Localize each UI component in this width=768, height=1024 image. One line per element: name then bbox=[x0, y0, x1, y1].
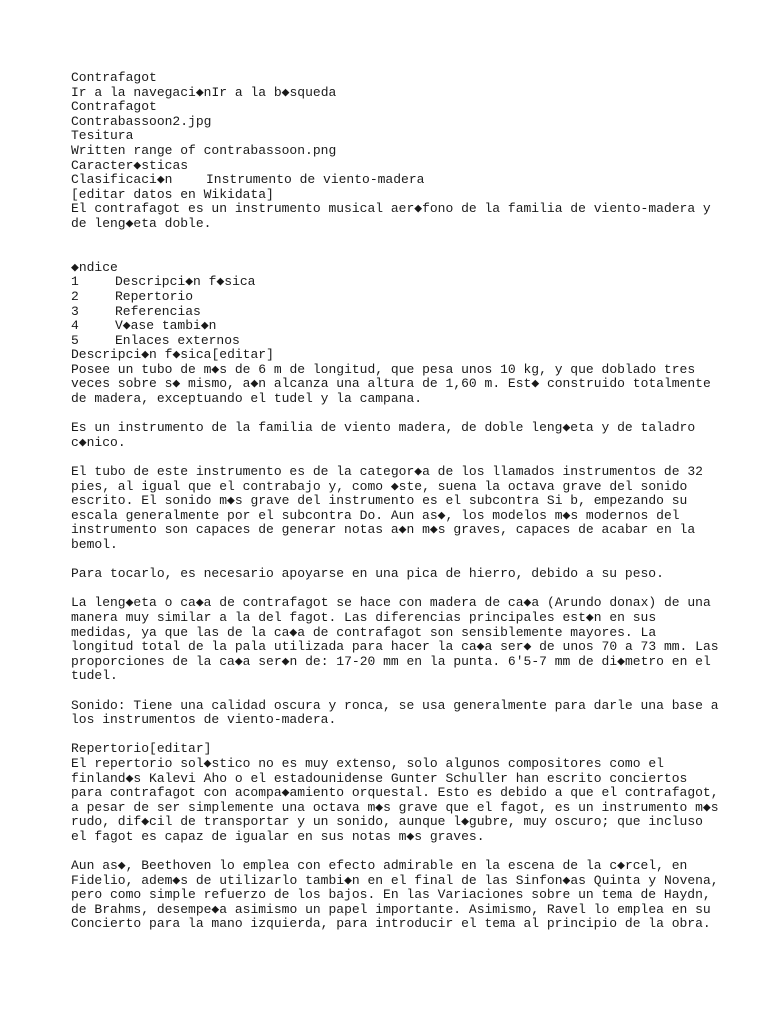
paragraph-line: medidas, ya que las de la ca◆a de contrafagot son sensiblemente mayores. La bbox=[71, 624, 657, 640]
intro-line-1: El contrafagot es un instrumento musical aer◆fono de la familia de viento-madera y bbox=[71, 201, 711, 217]
toc-item[interactable] bbox=[71, 290, 731, 305]
paragraph-line: proporciones de la ca◆a ser◆n de: 17-20 mm en la punta. 6'5-7 mm de di◆metro en el bbox=[71, 653, 711, 669]
paragraph-line: Sonido: Tiene una calidad oscura y ronca, se usa generalmente para darle una base a bbox=[71, 697, 719, 713]
classification-label: Clasificaci◆n bbox=[71, 172, 173, 188]
toc-item[interactable] bbox=[71, 275, 731, 290]
wikidata-edit-link[interactable]: [editar datos en Wikidata] bbox=[71, 186, 274, 202]
toc-item[interactable] bbox=[71, 334, 731, 349]
toc-item-number: 4 bbox=[71, 318, 79, 334]
toc-title: ◆ndice bbox=[71, 259, 118, 275]
paragraph-line: Posee un tubo de m◆s de 6 m de longitud, que pesa unos 10 kg, y que doblado tres bbox=[71, 361, 696, 377]
paragraph-line: tudel. bbox=[71, 668, 118, 684]
image-filename[interactable]: Contrabassoon2.jpg bbox=[71, 113, 212, 129]
paragraph-line: instrumento son capaces de generar notas a◆n m◆s graves, capaces de acabar en la bbox=[71, 522, 696, 538]
paragraph-line: veces sobre s◆ mismo, a◆n alcanza una altura de 1,60 m. Est◆ construido totalmente bbox=[71, 376, 711, 392]
toc-item-label[interactable]: Descripci◆n f◆sica bbox=[115, 274, 256, 290]
toc-item-label[interactable]: Repertorio bbox=[115, 288, 194, 304]
toc-item-number: 3 bbox=[71, 303, 79, 319]
toc-item[interactable] bbox=[71, 319, 731, 334]
paragraph-line: Es un instrumento de la familia de viento madera, de doble leng◆eta y de taladro bbox=[71, 420, 696, 436]
paragraph-line: Concierto para la mano izquierda, para introducir el tema al principio de la obra. bbox=[71, 916, 711, 932]
paragraph-line: a pesar de ser simplemente una octava m◆s grave que el fagot, es un instrumento m◆s bbox=[71, 799, 719, 815]
toc-item[interactable] bbox=[71, 305, 731, 320]
paragraph-line: Para tocarlo, es necesario apoyarse en una pica de hierro, debido a su peso. bbox=[71, 566, 664, 582]
classification-value[interactable]: Instrumento de viento-madera bbox=[206, 172, 425, 188]
range-image-filename[interactable]: Written range of contrabassoon.png bbox=[71, 142, 337, 158]
section-heading-descripcion[interactable]: Descripci◆n f◆sica[editar] bbox=[71, 347, 274, 363]
paragraph-line: de Brahms, desempe◆a asimismo un papel importante. Asimismo, Ravel lo emplea en su bbox=[71, 901, 711, 917]
paragraph-line: de madera, exceptuando el tudel y la campana. bbox=[71, 391, 423, 407]
paragraph-line: bemol. bbox=[71, 537, 118, 552]
paragraph-line: para contrafagot con acompa◆amiento orquestal. Esto es debido a que el contrafagot, bbox=[71, 785, 719, 801]
paragraph-line: Aun as◆, Beethoven lo emplea con efecto admirable en la escena de la c◆rcel, en bbox=[71, 858, 688, 874]
skip-links[interactable]: Ir a la navegaci◆nIr a la b◆squeda bbox=[71, 84, 337, 100]
toc-item-label[interactable]: Referencias bbox=[115, 303, 201, 319]
paragraph-line: escrito. El sonido m◆s grave del instrumento es el subcontra Si b, empezando su bbox=[71, 493, 688, 509]
paragraph-line: longitud total de la pala utilizada para hacer la ca◆a ser◆ de unos 70 a 73 mm. Las bbox=[71, 639, 719, 655]
paragraph-line: el fagot es capaz de igualar en sus notas m◆s graves. bbox=[71, 828, 485, 844]
paragraph-line: c◆nico. bbox=[71, 434, 126, 450]
paragraph-line: los instrumentos de viento-madera. bbox=[71, 712, 337, 728]
toc-item-label[interactable]: V◆ase tambi◆n bbox=[115, 318, 217, 334]
infobox-title: Contrafagot bbox=[71, 99, 157, 115]
toc-item-label[interactable]: Enlaces externos bbox=[115, 332, 240, 348]
intro-line-2: de leng◆eta doble. bbox=[71, 215, 212, 231]
paragraph-line: pero como simple refuerzo de los bajos. En las Variaciones sobre un tema de Haydn, bbox=[71, 887, 711, 903]
toc-item-number: 1 bbox=[71, 274, 79, 290]
classification-row bbox=[71, 173, 731, 188]
paragraph-line: manera muy similar a la del fagot. Las diferencias principales est◆n en sus bbox=[71, 609, 657, 625]
section-heading-repertorio[interactable]: Repertorio[editar] bbox=[71, 741, 212, 757]
toc-item-number: 5 bbox=[71, 332, 79, 348]
paragraph-line: El repertorio sol◆stico no es muy extenso, solo algunos compositores como el bbox=[71, 755, 664, 771]
paragraph-line: Fidelio, adem◆s de utilizarlo tambi◆n en el final de las Sinfon◆as Quinta y Novena, bbox=[71, 872, 719, 888]
paragraph-line: escala generalmente por el subcontra Do. Aun as◆, los modelos m◆s modernos del bbox=[71, 507, 680, 523]
toc-item-number: 2 bbox=[71, 288, 79, 304]
tesitura-label: Tesitura bbox=[71, 128, 134, 144]
paragraph-line: La leng◆eta o ca◆a de contrafagot se hace con madera de ca◆a (Arundo donax) de una bbox=[71, 595, 711, 611]
characteristics-label: Caracter◆sticas bbox=[71, 157, 189, 173]
paragraph-line: pies, al igual que el contrabajo y, como ◆ste, suena la octava grave del sonido bbox=[71, 478, 688, 494]
paragraph-line: El tubo de este instrumento es de la categor◆a de los llamados instrumentos de 32 bbox=[71, 464, 703, 480]
paragraph-line: rudo, dif◆cil de transportar y un sonido, aunque l◆gubre, muy oscuro; que incluso bbox=[71, 814, 703, 830]
document-page bbox=[71, 71, 731, 932]
page-title: Contrafagot bbox=[71, 70, 157, 85]
paragraph-line: finland◆s Kalevi Aho o el estadounidense Gunter Schuller han escrito conciertos bbox=[71, 770, 688, 786]
